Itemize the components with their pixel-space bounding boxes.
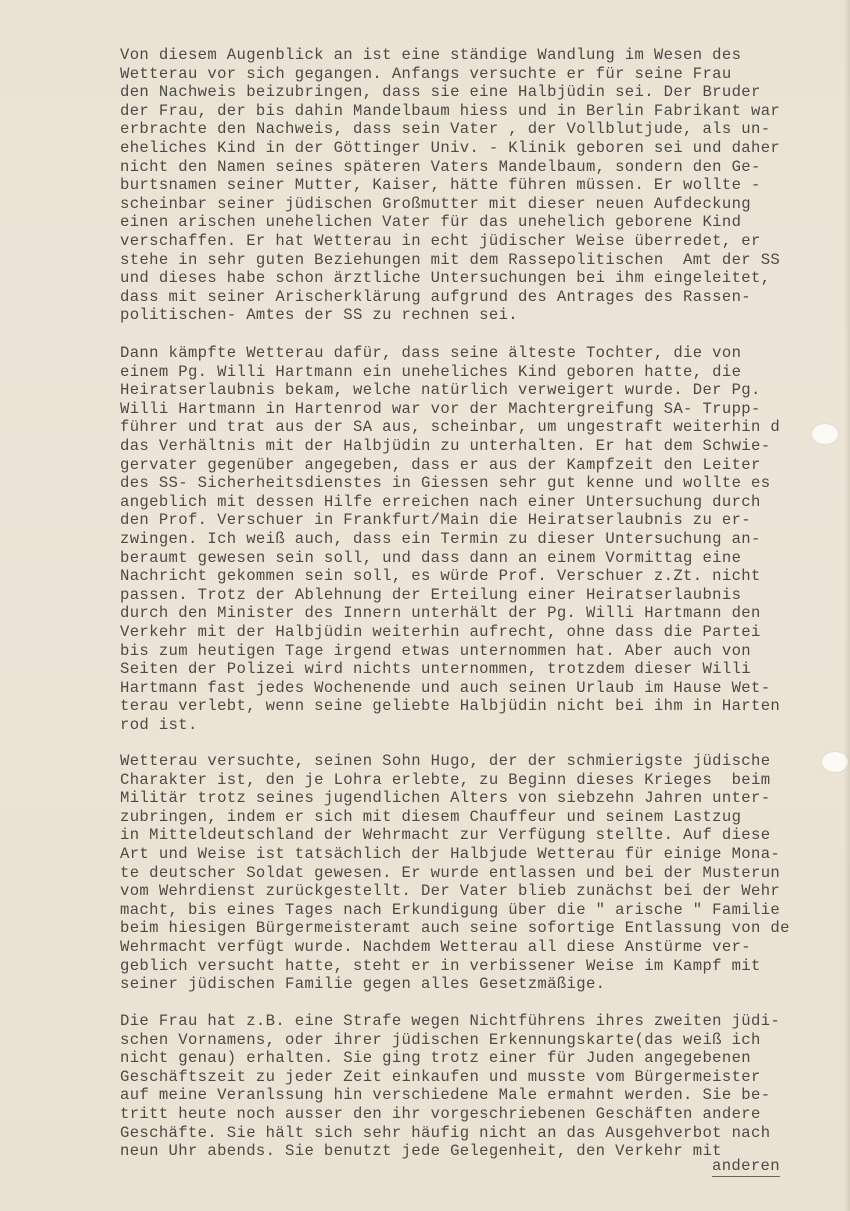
text-line: Wehrmacht verfügt wurde. Nachdem Wetterau all diese Anstürme ver- [120,937,752,956]
text-line: Verkehr mit der Halbjüdin weiterhin aufrecht, ohne dass die Partei [120,622,761,641]
text-line: Dann kämpfte Wetterau dafür, dass seine älteste Tochter, die von [120,344,742,362]
text-line: burtsnamen seiner Mutter, Kaiser, hätte führen müssen. Er wollte - [120,176,761,195]
text-line: beraumt gewesen sein soll, und dass dann an einem Vormittag eine [120,548,742,567]
paragraph-2 [120,344,850,734]
text-line: bis zum heutigen Tage irgend etwas unternommen hat. Aber auch von [120,641,752,660]
text-line: zubringen, indem er sich mit diesem Chauffeur und seinem Lastzug [120,807,742,826]
paragraph-4 [120,1012,850,1161]
text-line: einem Pg. Willi Hartmann ein uneheliches Kind geboren hatte, die [120,362,742,381]
text-line: Art und Weise ist tatsächlich der Halbjude Wetterau für einige Mona- [120,844,781,863]
text-line: geblich versucht hatte, steht er in verbissener Weise im Kampf mit [120,956,761,975]
text-line: Wetterau versuchte, seinen Sohn Hugo, der der schmierigste jüdische [120,752,771,770]
text-line: Wetterau vor sich gegangen. Anfangs versuchte er für seine Frau [120,64,732,83]
catchword: anderen [712,1157,780,1175]
text-line: und dieses habe schon ärztliche Untersuchungen bei ihm eingeleitet, [120,269,771,288]
text-line: des SS- Sicherheitsdienstes in Giessen sehr gut kenne und wollte es [120,474,771,493]
text-line: rod ist. [120,715,198,734]
text-line: stehe in sehr guten Beziehungen mit dem Rassepolitischen Amt der SS [120,250,781,269]
punch-hole [812,424,838,444]
paragraph-3 [120,752,850,994]
page-edge-shadow [844,0,850,1211]
text-line: zwingen. Ich weiß auch, dass ein Termin zu dieser Untersuchung an- [120,529,761,548]
text-line: schen Vornamens, oder ihrer jüdischen Erkennungskarte(das weiß ich [120,1030,761,1049]
text-line: durch den Minister des Innern unterhält der Pg. Willi Hartmann den [120,604,761,623]
text-line: verschaffen. Er hat Wetterau in echt jüdischer Weise überredet, er [120,231,761,250]
text-line: nicht genau) erhalten. Sie ging trotz einer für Juden angegebenen [120,1049,752,1068]
text-line: terau verlebt, wenn seine geliebte Halbjüdin nicht bei ihm in Harten [120,697,781,716]
text-line: dass mit seiner Arischerklärung aufgrund des Antrages des Rassen- [120,287,752,306]
text-line: tritt heute noch ausser den ihr vorgeschriebenen Geschäften andere [120,1104,761,1123]
text-line: erbrachte den Nachweis, dass sein Vater , der Vollblutjude, als un- [120,120,771,139]
text-line: in Mitteldeutschland der Wehrmacht zur Verfügung stellte. Auf diese [120,826,771,845]
text-line: Willi Hartmann in Hartenrod war vor der Machtergreifung SA- Trupp- [120,399,761,418]
text-line: angeblich mit dessen Hilfe erreichen nach einer Untersuchung durch [120,492,761,511]
text-line: Geschäftszeit zu jeder Zeit einkaufen und musste vom Bürgermeister [120,1067,761,1086]
text-line: das Verhältnis mit der Halbjüdin zu unterhalten. Er hat dem Schwie- [120,436,771,455]
text-line: Hartmann fast jedes Wochenende und auch seinen Urlaub im Hause Wet- [120,678,771,697]
text-line: macht, bis eines Tages nach Erkundigung über die " arische " Familie [120,900,781,919]
text-line: vom Wehrdienst zurückgestellt. Der Vater blieb zunächst bei der Wehr [120,882,781,901]
text-line: Nachricht gekommen sein soll, es würde Prof. Verschuer z.Zt. nicht [120,567,761,586]
text-line: beim hiesigen Bürgermeisteramt auch seine sofortige Entlassung von de [120,919,790,938]
text-line: eheliches Kind in der Göttinger Univ. - Klinik geboren sei und daher [120,138,781,157]
text-line: seiner jüdischen Familie gegen alles Gesetzmäßige. [120,975,606,994]
paragraph-1 [120,46,850,325]
text-line: Von diesem Augenblick an ist eine ständige Wandlung im Wesen des [120,46,742,64]
text-line: führer und trat aus der SA aus, scheinbar, um ungestraft weiterhin d [120,418,781,437]
text-line: te deutscher Soldat gewesen. Er wurde entlassen und bei der Musterun [120,863,781,882]
text-line: Charakter ist, den je Lohra erlebte, zu Beginn dieses Krieges beim [120,770,771,789]
text-line: politischen- Amtes der SS zu rechnen sei. [120,306,519,325]
text-line: Die Frau hat z.B. eine Strafe wegen Nichtführens ihres zweiten jüdi- [120,1012,781,1030]
text-line: gervater gegenüber angegeben, dass er aus der Kampfzeit den Leiter [120,455,761,474]
text-line: Militär trotz seines jugendlichen Alters von siebzehn Jahren unter- [120,789,771,808]
text-line: einen arischen unehelichen Vater für das unehelich geborene Kind [120,213,742,232]
text-line: den Nachweis beizubringen, dass sie eine Halbjüdin sei. Der Bruder [120,83,761,102]
text-line: neun Uhr abends. Sie benutzt jede Gelegenheit, den Verkehr mit [120,1142,722,1161]
text-line: scheinbar seiner jüdischen Großmutter mit dieser neuen Aufdeckung [120,194,752,213]
text-line: den Prof. Verschuer in Frankfurt/Main die Heiratserlaubnis zu er- [120,511,752,530]
text-line: Seiten der Polizei wird nichts unternommen, trotzdem dieser Willi [120,660,752,679]
text-line: passen. Trotz der Ablehnung der Erteilung einer Heiratserlaubnis [120,585,742,604]
text-line: Heiratserlaubnis bekam, welche natürlich verweigert wurde. Der Pg. [120,381,761,400]
text-line: nicht den Namen seines späteren Vaters Mandelbaum, sondern den Ge- [120,157,761,176]
text-line: Geschäfte. Sie hält sich sehr häufig nicht an das Ausgehverbot nach [120,1123,771,1142]
text-line: auf meine Veranlssung hin verschiedene Male ermahnt werden. Sie be- [120,1086,771,1105]
text-line: der Frau, der bis dahin Mandelbaum hiess und in Berlin Fabrikant war [120,101,781,120]
